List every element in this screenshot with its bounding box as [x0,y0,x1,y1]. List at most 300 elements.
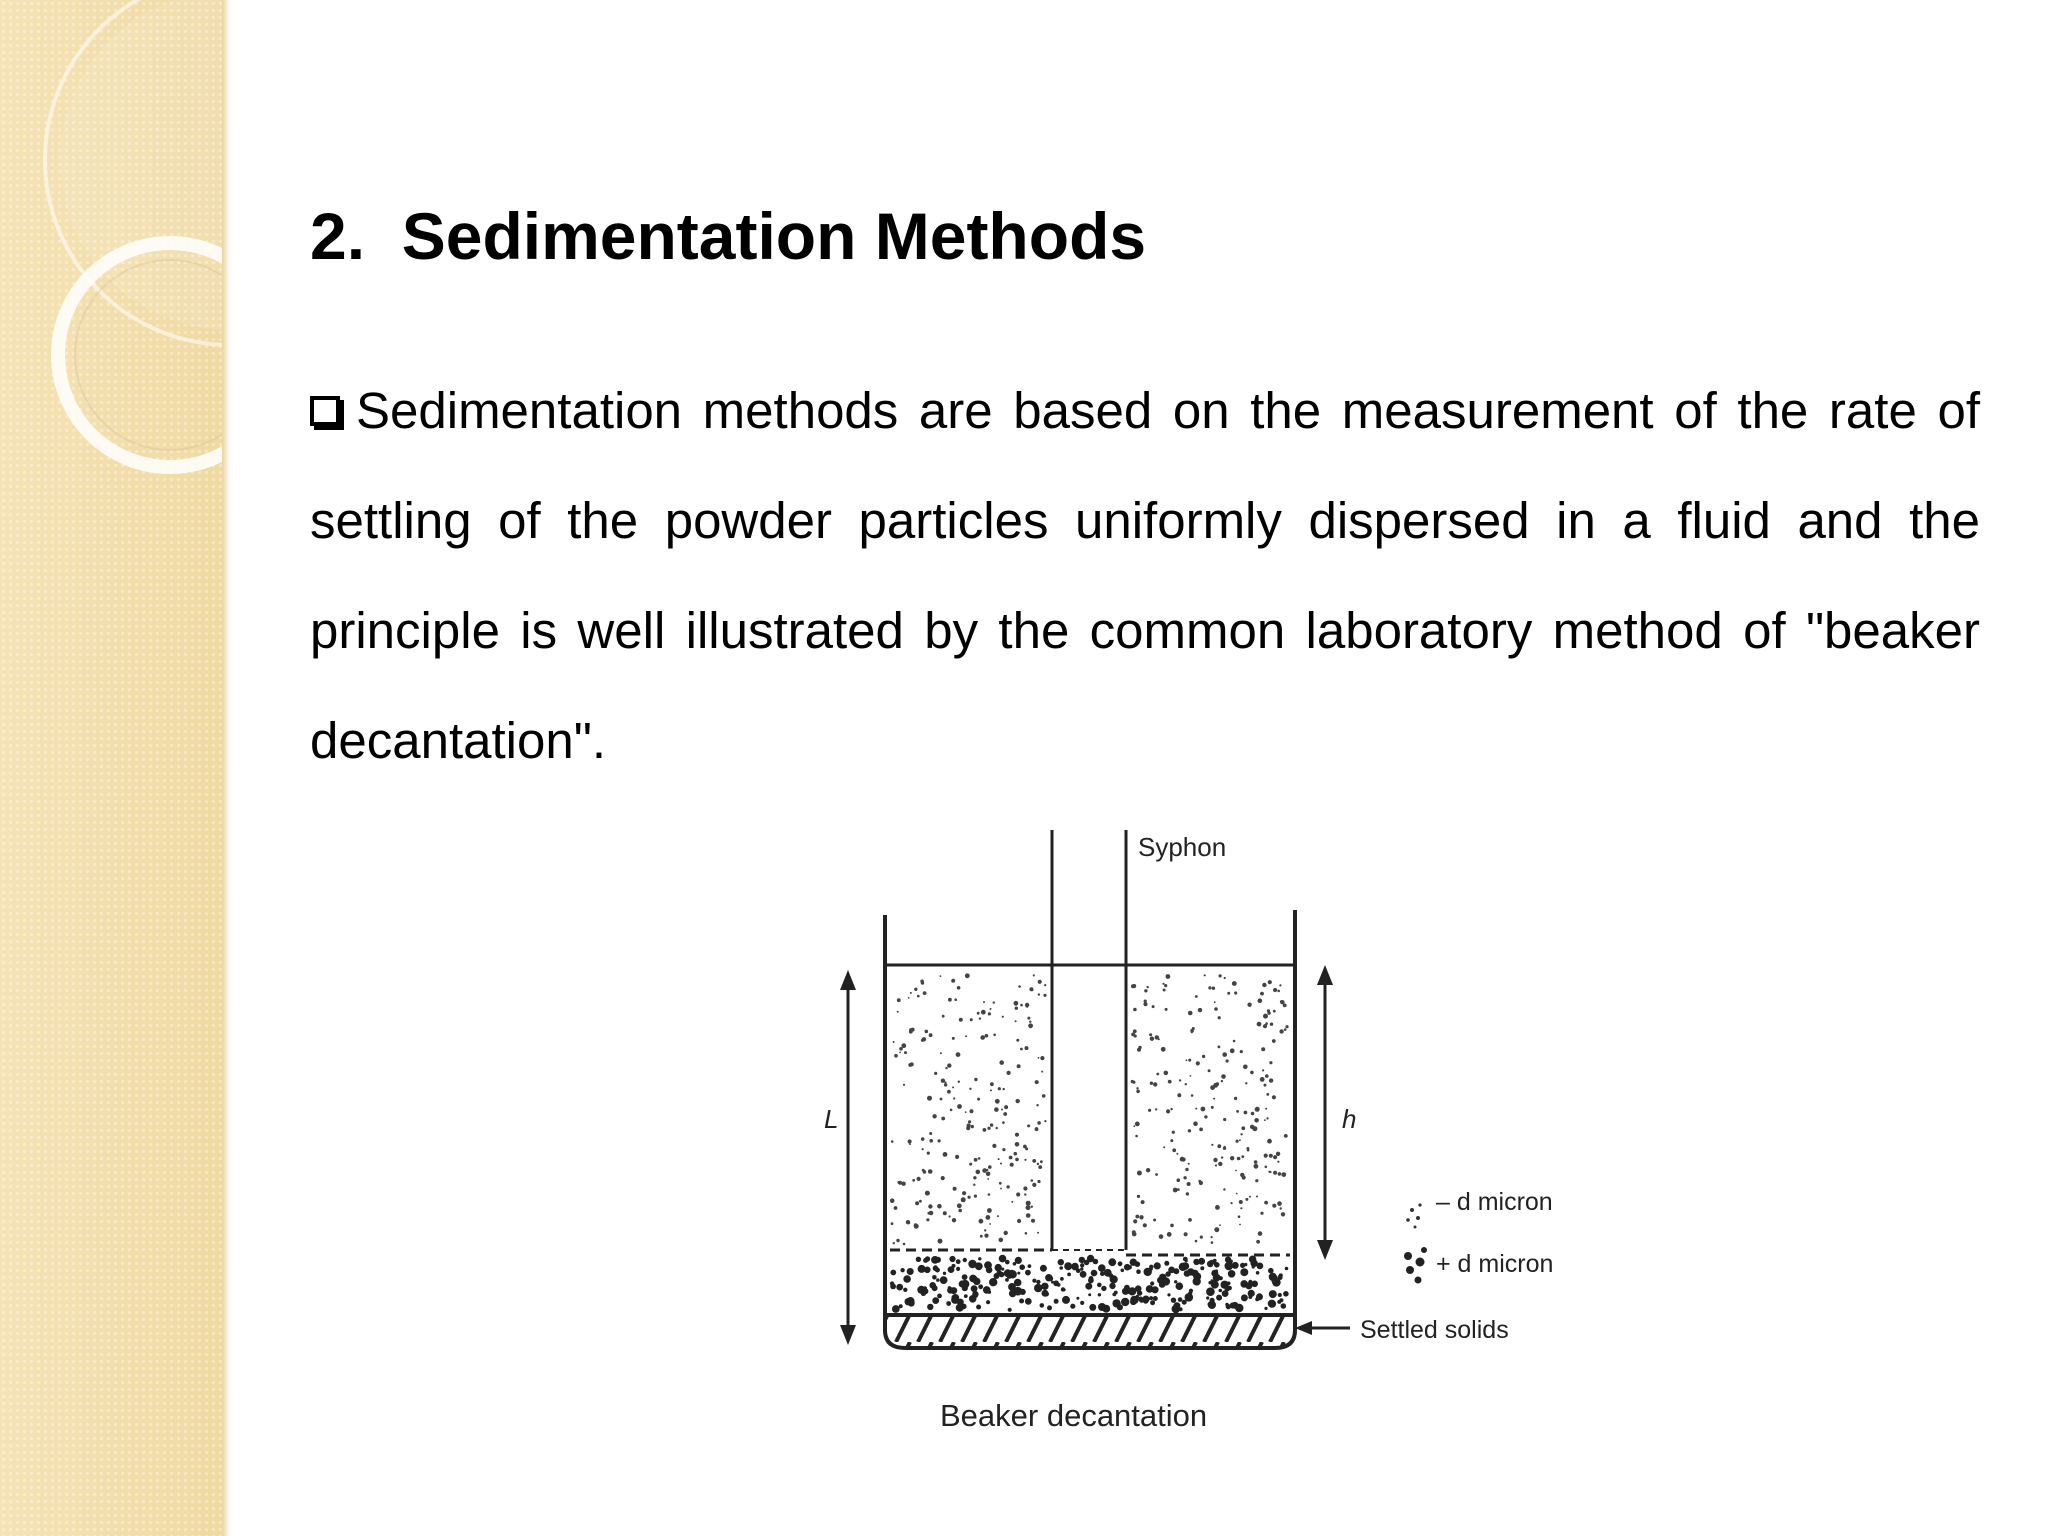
coarse-particle [1211,1281,1219,1289]
fine-particle [970,1018,973,1021]
fine-particle [1144,1000,1147,1003]
fine-particle [1219,974,1222,977]
fine-particle [1016,1039,1019,1042]
fine-particle [945,1067,947,1069]
fine-particle [998,1087,1001,1090]
coarse-particle [932,1275,937,1280]
fine-particle [929,1132,932,1135]
coarse-particle [1017,1272,1020,1275]
fine-particle [1131,1080,1134,1083]
fine-particle [920,980,924,984]
fine-particle [1208,986,1211,989]
fine-particle [1268,980,1272,984]
fine-particle [994,1107,999,1112]
coarse-particle [1174,1280,1177,1283]
fine-particle [1264,1084,1267,1087]
fine-particle [1177,1093,1181,1097]
fine-particle [1269,1078,1273,1082]
coarse-particle [1080,1271,1087,1278]
coarse-particle [1167,1293,1170,1296]
coarse-particle [1101,1286,1106,1291]
coarse-particle [1278,1293,1282,1297]
fine-particle [957,1104,962,1109]
fine-particle [1135,1215,1139,1219]
coarse-particle [890,1270,896,1276]
fine-particle [965,973,970,978]
fine-particle [1212,987,1215,990]
fine-particle [1218,1016,1221,1019]
fine-particle [941,1117,945,1121]
fine-particle [1213,1083,1218,1088]
fine-particle [908,1063,912,1067]
fine-particle [1192,1027,1195,1030]
fine-particle [1003,1112,1007,1116]
coarse-particle [1206,1296,1209,1299]
fine-particle [894,1054,898,1058]
fine-particle [965,1111,967,1113]
fine-particle [1172,1131,1175,1134]
coarse-particle [1248,1280,1252,1284]
coarse-particle [1277,1300,1281,1304]
coarse-particle [1121,1269,1125,1273]
fine-particle [983,1001,985,1003]
coarse-particle [1136,1269,1141,1274]
fine-particle [944,1083,947,1086]
coarse-particle [1008,1308,1012,1312]
coarse-particle [1054,1299,1059,1304]
coarse-particle [1122,1288,1129,1295]
fine-particle [1240,1173,1244,1177]
fine-particle [1162,983,1164,985]
coarse-particle [1255,1297,1259,1301]
fine-particle [943,1152,948,1157]
slide-title: 2. Sedimentation Methods [310,199,1147,273]
beaker-decantation-diagram [760,810,1600,1450]
coarse-particle [1118,1261,1123,1266]
fine-particle [1185,1083,1187,1085]
fine-particle [912,1179,915,1182]
fine-particle [1155,1108,1157,1110]
fine-particle [958,1081,960,1083]
fine-particle [1278,1172,1282,1176]
coarse-particle [1275,1280,1280,1285]
fine-particle [893,1041,895,1043]
fine-particle [1166,1109,1170,1113]
fine-particle [1037,1121,1041,1125]
coarse-particle [1248,1290,1255,1297]
coarse-particle [1150,1300,1155,1305]
fine-particle [1265,1074,1269,1078]
coarse-particle [961,1304,967,1310]
fine-particle [919,1200,922,1203]
fine-particle [1249,1196,1251,1198]
fine-particle [968,1120,971,1123]
fine-particle [1148,1109,1151,1112]
fine-particle [987,1208,992,1213]
fine-particle [992,1144,996,1148]
fine-particle [1006,1185,1009,1188]
fine-particle [1199,1128,1203,1132]
fine-particle [990,1008,992,1010]
fine-particle [1254,1118,1259,1123]
fine-particle [1170,1224,1174,1228]
fine-particle [950,1109,953,1112]
fine-particle [980,1235,983,1238]
fine-particle [977,1012,980,1015]
fine-particle [1238,1215,1241,1218]
coarse-particle [1048,1276,1053,1281]
fine-particle [943,1211,947,1215]
coarse-particle [1108,1258,1116,1266]
coarse-particle [1009,1290,1016,1297]
fine-particle [968,1196,971,1199]
fine-particle [914,1224,919,1229]
coarse-particle [936,1278,939,1281]
coarse-particle [1013,1262,1017,1266]
fine-particle [1136,1087,1138,1089]
fine-particle [1217,1144,1221,1148]
fine-particle [979,1017,981,1019]
coarse-particle [1098,1293,1101,1296]
syphon-label: Syphon [1138,832,1227,862]
coarse-particle [1216,1295,1222,1301]
coarse-particle [1165,1271,1170,1276]
fine-particle [1221,1080,1223,1082]
coarse-particle [943,1272,946,1275]
coarse-particle [890,1284,896,1290]
fine-particle [1000,1188,1002,1190]
coarse-particle [1206,1287,1215,1296]
fine-particle [1040,1056,1044,1060]
fine-particle [1020,1048,1023,1051]
coarse-particle [962,1274,968,1280]
fine-particle [1193,1121,1198,1126]
fine-particle [1237,1157,1241,1161]
fine-particle [1010,1163,1014,1167]
fine-particle [908,997,910,999]
coarse-particle [1070,1304,1075,1309]
coarse-particle [1076,1297,1079,1300]
fine-particle [1016,1099,1020,1103]
fine-particle [953,1187,957,1191]
coarse-particle [1117,1304,1123,1310]
fine-particle [938,1239,943,1244]
fine-particle [1185,1168,1188,1171]
fine-particle [999,1182,1002,1185]
coarse-particle [973,1278,980,1285]
fine-particle [1262,1069,1264,1071]
fine-particle [1191,1094,1194,1097]
fine-particle [1143,1223,1147,1227]
fine-particle [1265,1166,1268,1169]
fine-particle [988,1193,991,1196]
coarse-particle [1213,1261,1216,1264]
fine-particle [1037,1163,1039,1165]
fine-particle [1023,1186,1027,1190]
fine-particle [1031,1179,1034,1182]
coarse-particle [1080,1267,1083,1270]
coarse-particle [1008,1283,1016,1291]
fine-particle [993,1034,996,1037]
fine-particle [1260,992,1264,996]
coarse-particle [1061,1287,1065,1291]
coarse-particle [1080,1263,1084,1267]
coarse-particle [1256,1271,1260,1275]
fine-particle [903,1084,905,1086]
coarse-particle [933,1266,938,1271]
coarse-particle [1227,1282,1231,1286]
coarse-particle [1283,1291,1289,1297]
fine-particle [929,1033,933,1037]
fine-particle [1236,1110,1239,1113]
slide-paragraph [310,356,1980,796]
fine-particle [1230,1156,1234,1160]
fine-particle [899,1052,901,1054]
fine-particle [988,1012,991,1015]
fine-particle [1166,974,1171,979]
coarse-particle [983,1286,991,1294]
fine-particle [1254,1160,1258,1164]
fine-particle [938,1139,941,1142]
fine-particle [1260,1212,1263,1215]
fine-particle [1001,1109,1003,1111]
fine-particle [995,1099,1000,1104]
coarse-particle [1198,1258,1205,1265]
l-label: L [824,1104,839,1134]
fine-particle [1246,1147,1249,1150]
coarse-particle [1088,1293,1091,1296]
coarse-particle [1064,1262,1072,1270]
fine-particle [986,1172,991,1177]
fine-particle [1161,1047,1166,1052]
settled-solids-label: Settled solids [1360,1316,1509,1344]
fine-particle [1239,1200,1243,1204]
coarse-particle [903,1275,911,1283]
fine-particle [990,1089,992,1091]
coarse-particle [1005,1278,1009,1282]
fine-particle [1281,1212,1285,1216]
coarse-particle [1042,1290,1049,1297]
fine-particle [917,995,920,998]
fine-particle [953,1097,955,1099]
fine-particle [966,1126,970,1130]
fine-particle [947,1063,951,1067]
fine-particle [1003,1088,1005,1090]
fine-particle [1266,1093,1269,1096]
fine-particle [926,1218,929,1221]
coarse-particle [1036,1280,1040,1284]
fine-particle [910,992,912,994]
fine-particle [1170,1139,1173,1142]
coarse-particle [1285,1267,1289,1271]
coarse-particle [932,1297,939,1304]
fine-particle [1180,1157,1185,1162]
fine-particle [1269,1061,1272,1064]
fine-particle [1152,1005,1155,1008]
coarse-particle [1229,1260,1233,1264]
fine-particle [1219,1224,1221,1226]
fine-particle [917,1177,921,1181]
checkbox-bullet-icon [310,396,340,426]
fine-particle [1177,1178,1181,1182]
coarse-particle [973,1293,978,1298]
fine-particle [1280,1207,1282,1209]
coarse-particle [1040,1303,1045,1308]
fine-particle [1241,1126,1245,1130]
fine-particle [925,1030,929,1034]
fine-particle [1139,1215,1143,1219]
fine-particle [1273,1155,1277,1159]
fine-particle [1266,1117,1268,1119]
fine-particle [1213,1098,1215,1100]
coarse-particle [950,1287,957,1294]
fine-particle [1235,1170,1237,1172]
fine-particle [974,1158,978,1162]
coarse-particle [929,1282,936,1289]
fine-particle [1025,1232,1028,1235]
minus-d-micron-label: – d micron [1436,1188,1553,1216]
fine-particle [1279,984,1281,986]
fine-particle [891,1222,894,1225]
sidebar-edge [222,0,230,1536]
coarse-particle [1159,1281,1166,1288]
fine-particle [1211,1106,1214,1109]
fine-particle [1170,1108,1172,1110]
coarse-particle [1130,1296,1138,1304]
fine-particle [1262,983,1266,987]
coarse-particle [1110,1275,1118,1283]
coarse-particle [921,1291,926,1296]
fine-particle [1035,1127,1039,1131]
fine-particle [1132,1232,1137,1237]
coarse-particle [1130,1259,1137,1266]
fine-particle [1265,1108,1267,1110]
coarse-particle [1164,1261,1169,1266]
fine-particle [1184,1232,1188,1236]
coarse-particle [1020,1289,1026,1295]
coarse-particle [1222,1283,1226,1287]
fine-particle [1135,1135,1138,1138]
fine-particle [1224,977,1226,979]
fine-particle [1187,1182,1191,1186]
coarse-particle [1240,1268,1248,1276]
coarse-particle [1034,1284,1042,1292]
coarse-particle [1098,1264,1106,1272]
fine-particle [1243,1065,1248,1070]
fine-particle [1202,1055,1205,1058]
fine-particle [1029,987,1033,991]
fine-particle [1163,1146,1165,1148]
fine-particle [893,1242,895,1244]
coarse-particle [975,1262,983,1270]
fine-particle [1234,1097,1237,1100]
coarse-particle [1232,1262,1239,1269]
fine-particle [1247,1003,1251,1007]
fine-particle [1026,1005,1029,1008]
coarse-particle [1179,1263,1187,1271]
coarse-particle [1121,1298,1129,1306]
paragraph-text: Sedimentation methods are based on the measurement of the rate of settling of the powder particles uniformly dispersed in a fluid and the principle is well illustrated by the common laboratory method of "beaker decantation". [310,382,1980,769]
fine-particle [1133,1219,1137,1223]
fine-particle [915,1201,919,1205]
fine-particle [1255,1179,1258,1182]
fine-particle [1029,1021,1031,1023]
fine-particle [927,1096,932,1101]
fine-particle [1026,1205,1031,1210]
coarse-particle [1137,1290,1142,1295]
fine-particle [957,986,961,990]
fine-particle [1042,1094,1046,1098]
fine-particle [909,1028,912,1031]
fine-particle [1031,1206,1033,1208]
settled-solids-layer [885,1315,1295,1348]
fine-particle [1133,1125,1135,1127]
fine-particle [940,1098,943,1101]
fine-particle [973,1176,976,1179]
fine-particle [1204,974,1206,976]
fine-particle [989,1223,991,1225]
fine-particle [1264,1154,1268,1158]
fine-particle [1195,995,1198,998]
fine-particle [977,1098,980,1101]
fine-particle [1179,1079,1181,1081]
fine-particle [970,1109,974,1113]
fine-particle [1014,1001,1019,1006]
coarse-particle [964,1294,968,1298]
fine-particle [978,1157,981,1160]
fine-particle [1222,1052,1227,1057]
fine-particle [897,1011,899,1013]
fine-particle [1133,1029,1137,1033]
fine-particle [1146,986,1148,988]
coarse-particle [1071,1263,1079,1271]
coarse-particle [949,1256,955,1262]
fine-particle [997,1215,999,1217]
coarse-particle [952,1264,956,1268]
fine-particle [1273,988,1277,992]
coarse-particle [1097,1283,1102,1288]
fine-particle [1190,1075,1192,1077]
fine-particle [1245,1082,1247,1084]
fine-particle [944,1081,946,1083]
fine-particle [1024,1159,1026,1161]
fine-particle [925,1191,930,1196]
fine-particle [990,1123,993,1126]
fine-particle [1011,1201,1013,1203]
fine-particle [1032,1159,1036,1163]
fine-particle [1272,1039,1276,1043]
fine-particle [987,1127,990,1130]
fine-particle [1188,1011,1193,1016]
fine-particle [1026,1201,1031,1206]
fine-particle [1137,1195,1140,1198]
coarse-particle [1183,1257,1188,1262]
coarse-particle [995,1264,1002,1271]
fine-particle [985,1034,989,1038]
fine-particle [923,991,927,995]
fine-particle [1027,1017,1030,1020]
coarse-particle [1019,1299,1024,1304]
fine-particle [988,1165,992,1169]
coarse-particle [1264,1307,1267,1310]
fine-particle [906,1220,910,1224]
coarse-particle [1114,1291,1118,1295]
coarse-particle [1257,1263,1264,1270]
fine-particle [1188,1129,1191,1132]
fine-particle [1150,1082,1153,1085]
fine-particle [1033,974,1035,976]
fine-particle [1025,1147,1028,1150]
